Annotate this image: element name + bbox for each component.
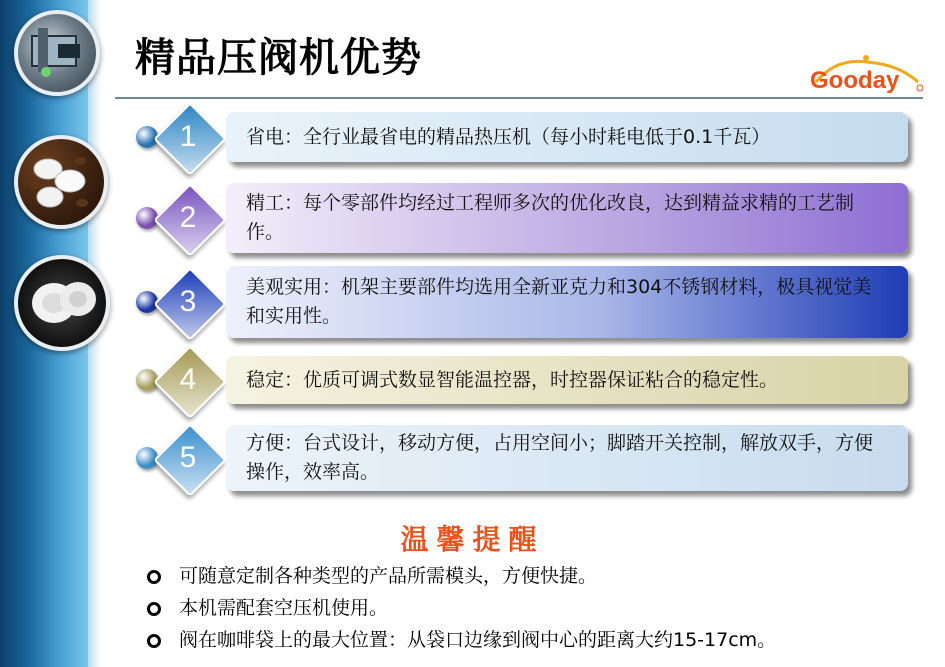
badge-number: 5 [179, 441, 197, 474]
machine-photo [14, 10, 100, 96]
badge-number: 2 [179, 201, 197, 234]
bullet-circle-icon [147, 602, 161, 616]
advantage-text-box [226, 183, 908, 253]
advantage-text: 稳定：优质可调式数显智能温控器，时控器保证粘合的稳定性。 [246, 368, 779, 391]
advantage-text: 省电：全行业最省电的精品热压机（每小时耗电低于0.1千瓦） [246, 125, 771, 148]
title-divider [115, 97, 923, 99]
reminder-item-text: 阀在咖啡袋上的最大位置：从袋口边缘到阀中心的距离大约15-17cm。 [179, 629, 777, 651]
badge-number: 3 [179, 285, 197, 318]
page-title: 精品压阀机优势 [135, 35, 422, 81]
bullet-circle-icon [147, 570, 161, 584]
gooday-logo [806, 52, 926, 96]
advantage-text-box [226, 266, 908, 338]
advantage-text-box [226, 112, 908, 162]
advantage-text-box [226, 356, 908, 404]
reminder-title: 温馨提醒 [400, 523, 545, 556]
advantage-text: 方便：台式设计，移动方便，占用空间小；脚踏开关控制，解放双手，方便操作，效率高。 [246, 432, 874, 483]
reminder-item [147, 560, 776, 592]
advantage-text: 精工：每个零部件均经过工程师多次的优化改良，达到精益求精的工艺制作。 [246, 192, 855, 243]
reminder-list [147, 560, 776, 656]
reminder-item [147, 592, 776, 624]
badge-number: 1 [179, 120, 197, 153]
reminder-item-text: 可随意定制各种类型的产品所需模头，方便快捷。 [179, 565, 598, 587]
advantage-text-box [226, 425, 908, 491]
svg-text:Gooday: Gooday [810, 67, 900, 94]
valves-on-coffee-beans-photo [14, 135, 108, 229]
reminder-item [147, 624, 776, 656]
reminder-item-text: 本机需配套空压机使用。 [179, 597, 389, 619]
bullet-circle-icon [147, 634, 161, 648]
advantage-text: 美观实用：机架主要部件均选用全新亚克力和304不锈钢材料，极具视觉美和实用性。 [246, 276, 872, 327]
valve-photo [14, 255, 110, 351]
badge-number: 4 [179, 363, 197, 396]
